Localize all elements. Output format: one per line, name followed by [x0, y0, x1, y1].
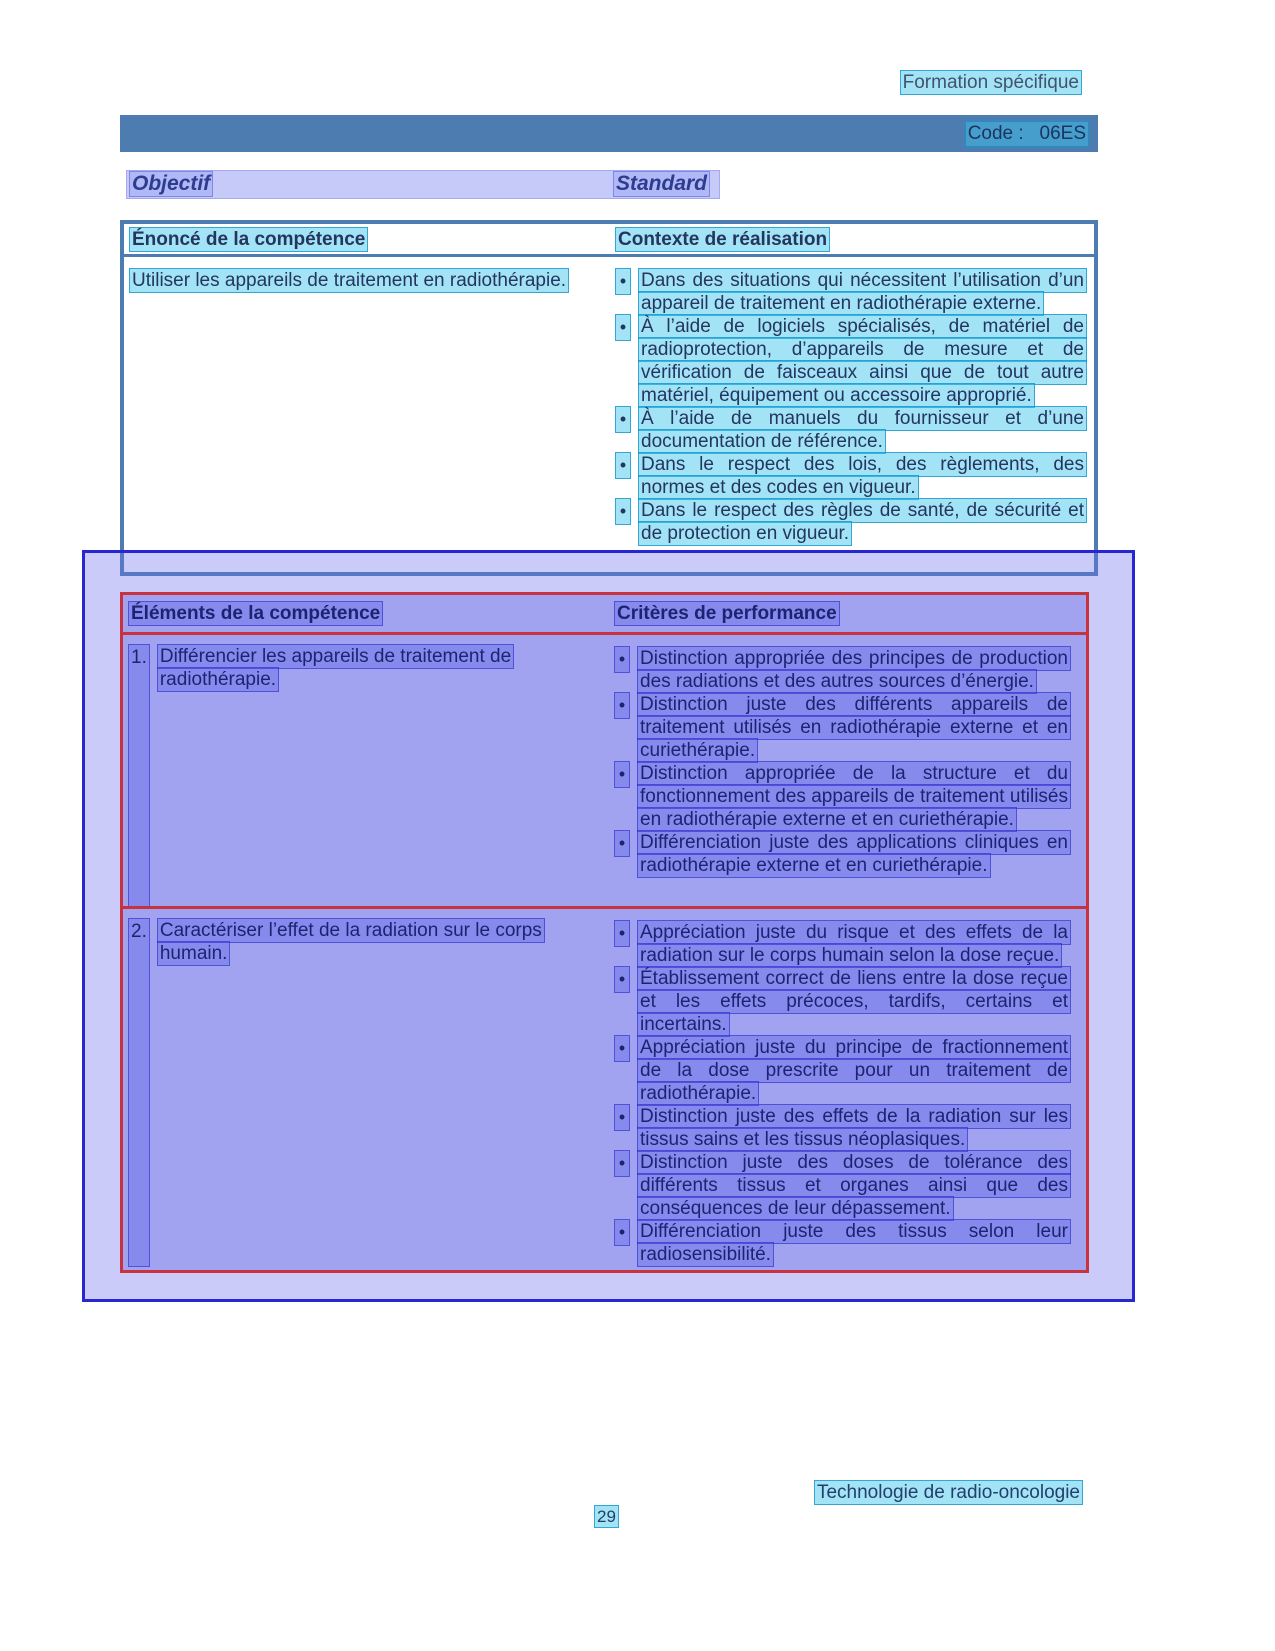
bullet-text: [639, 499, 1086, 545]
bullet-text-highlight: Appréciation juste du risque et des effets de la radiation sur le corps humain selon la dose reçue.: [640, 922, 1068, 966]
bullet-icon: •: [615, 647, 629, 672]
page-number: 29: [597, 1507, 616, 1526]
bullet-text: [638, 831, 1070, 877]
bullet-text: [639, 269, 1086, 315]
col-header-criteres: Critères de performance: [617, 603, 837, 624]
header-bar: [120, 115, 1098, 152]
objectif-standard-band: [127, 171, 719, 198]
bullet-item: [616, 499, 1086, 545]
bullet-text: [638, 1151, 1070, 1220]
code-badge: Code : 06ES: [967, 122, 1086, 144]
bullet-text: [639, 407, 1086, 453]
bullet-item: [616, 407, 1086, 453]
bullet-icon: •: [615, 693, 629, 718]
bullet-text: [638, 693, 1070, 762]
bullet-item: [615, 693, 1070, 762]
bullet-item: [615, 1220, 1070, 1266]
bullet-text: [639, 315, 1086, 407]
bullet-item: [615, 1036, 1070, 1105]
bullet-text-highlight: À l’aide de manuels du fournisseur et d’une documentation de référence.: [641, 408, 1084, 452]
bullet-icon: •: [616, 315, 630, 340]
bullet-item: [616, 315, 1086, 407]
objectif-label: Objectif: [132, 172, 211, 195]
bullet-text: [638, 1105, 1070, 1151]
formation-specifique-label: [901, 72, 1081, 94]
bullet-icon: •: [615, 762, 629, 787]
table2-header-row: [123, 595, 1086, 635]
bullet-icon: •: [616, 453, 630, 478]
bullet-text: [638, 1036, 1070, 1105]
criteria-bullet-list-1: [609, 635, 1086, 906]
footer-program-label: Technologie de radio-oncologie: [816, 1482, 1080, 1503]
bullet-text-highlight: Distinction juste des doses de tolérance des différents tissus et organes ainsi que des conséquences de leur dépassement.: [640, 1152, 1068, 1219]
enonce-competence-table: [120, 220, 1098, 576]
bullet-text: [638, 647, 1070, 693]
bullet-text-highlight: Distinction juste des différents appareils de traitement utilisés en radiothérapie externe et en curiethérapie.: [640, 694, 1068, 761]
bullet-text-highlight: Dans des situations qui nécessitent l’utilisation d’un appareil de traitement en radiothérapie externe.: [641, 270, 1084, 314]
element-2: [123, 909, 609, 1266]
bullet-item: [616, 453, 1086, 499]
bullet-icon: •: [615, 967, 629, 992]
bullet-text-highlight: Dans le respect des lois, des règlements, des normes et des codes en vigueur.: [641, 454, 1084, 498]
bullet-text: [639, 453, 1086, 499]
bullet-icon: •: [616, 407, 630, 432]
bullet-text-highlight: Distinction appropriée de la structure et du fonctionnement des appareils de traitement utilisés en radiothérapie externe et en curiethérapie.: [640, 763, 1068, 830]
bullet-icon: •: [615, 831, 629, 856]
element-1-number: 1.: [129, 645, 149, 906]
standard-label: Standard: [616, 172, 708, 195]
bullet-icon: •: [615, 1105, 629, 1130]
bullet-item: [615, 647, 1070, 693]
table1-body-row: [124, 257, 1094, 545]
bullet-text: [638, 921, 1070, 967]
table1-header-row: [124, 224, 1094, 257]
bullet-text-highlight: Distinction appropriée des principes de production des radiations et des autres sources d’énergie.: [640, 648, 1068, 692]
element-2-number: 2.: [129, 919, 149, 1266]
bullet-item: [615, 921, 1070, 967]
bullet-item: [615, 762, 1070, 831]
bullet-text-highlight: Dans le respect des règles de santé, de sécurité et de protection en vigueur.: [641, 500, 1084, 544]
bullet-icon: •: [615, 1220, 629, 1245]
bullet-text: [638, 967, 1070, 1036]
element-row-1: [123, 635, 1086, 906]
context-bullet-list: [610, 257, 1094, 545]
col-header-enonce: Énoncé de la compétence: [132, 228, 366, 250]
formation-specifique-text: Formation spécifique: [902, 72, 1079, 93]
bullet-item: [615, 967, 1070, 1036]
selection-overlay: [82, 550, 1135, 1302]
bullet-text-highlight: Établissement correct de liens entre la dose reçue et les effets précoces, tardifs, certains et incertains.: [640, 968, 1068, 1035]
bullet-text-highlight: Distinction juste des effets de la radiation sur les tissus sains et les tissus néoplasiques.: [640, 1106, 1068, 1150]
bullet-text-highlight: Différenciation juste des applications cliniques en radiothérapie externe et en curiethérapie.: [640, 832, 1068, 876]
bullet-text-highlight: Différenciation juste des tissus selon leur radiosensibilité.: [640, 1221, 1068, 1265]
col-header-contexte: Contexte de réalisation: [618, 228, 828, 250]
bullet-text: [638, 1220, 1070, 1266]
bullet-text-highlight: À l’aide de logiciels spécialisés, de matériel de radioprotection, d’appareils de mesure et de vérification de faisceaux ainsi que de tout autre matériel, équipement ou accessoire approprié.: [641, 316, 1084, 406]
bullet-item: [615, 831, 1070, 877]
bullet-icon: •: [616, 499, 630, 524]
bullet-text: [638, 762, 1070, 831]
bullet-text-highlight: Appréciation juste du principe de fractionnement de la dose prescrite pour un traitement de radiothérapie.: [640, 1037, 1068, 1104]
element-1-text: Différencier les appareils de traitement de radiothérapie.: [159, 646, 512, 690]
bullet-icon: •: [615, 1036, 629, 1061]
element-1: [123, 635, 609, 906]
elements-competence-table: [120, 592, 1089, 1273]
bullet-icon: •: [615, 921, 629, 946]
competence-statement: Utiliser les appareils de traitement en radiothérapie.: [132, 270, 567, 291]
bullet-item: [615, 1105, 1070, 1151]
element-row-2: [123, 906, 1086, 1266]
element-2-text: Caractériser l’effet de la radiation sur le corps humain.: [159, 920, 542, 964]
col-header-elements: Éléments de la compétence: [131, 603, 381, 624]
bullet-icon: •: [615, 1151, 629, 1176]
bullet-item: [615, 1151, 1070, 1220]
criteria-bullet-list-2: [609, 909, 1086, 1266]
bullet-item: [616, 269, 1086, 315]
bullet-icon: •: [616, 269, 630, 294]
